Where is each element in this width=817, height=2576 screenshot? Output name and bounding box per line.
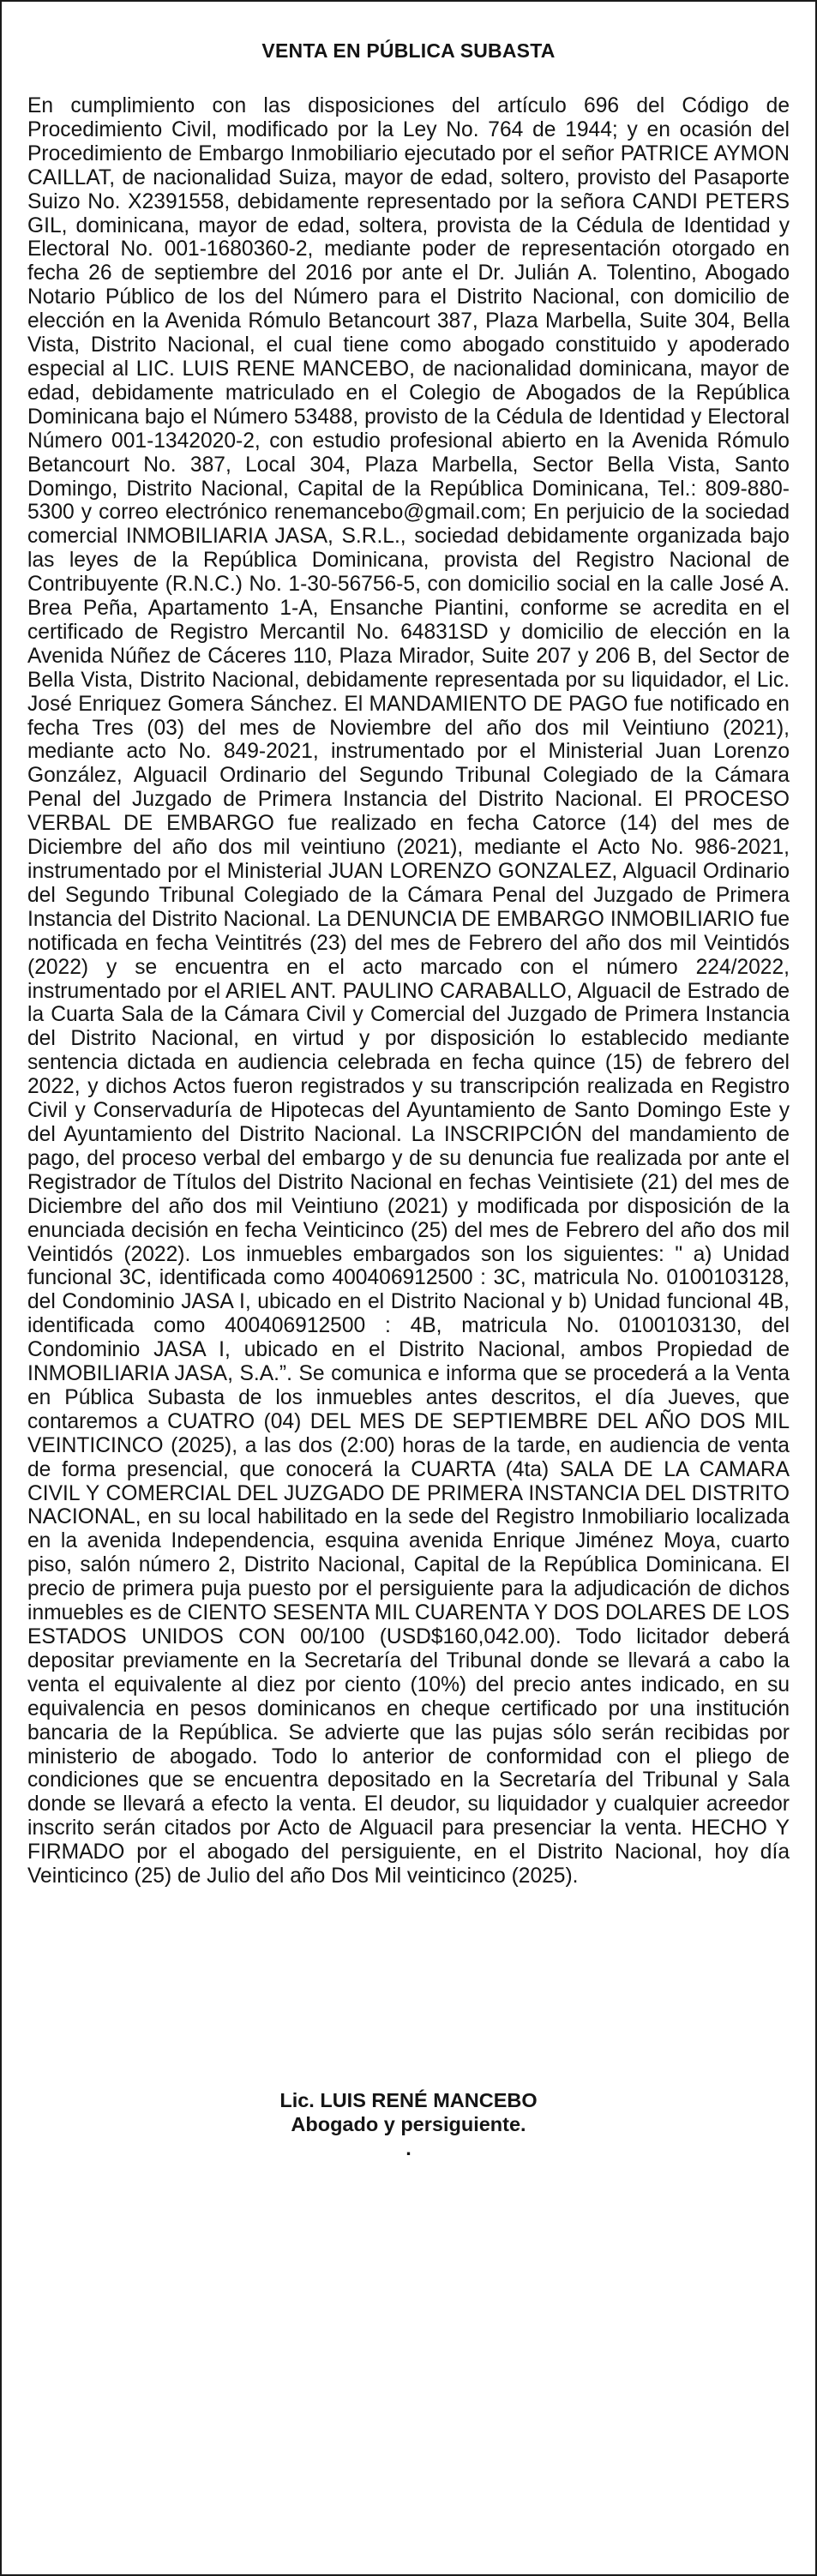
signature-block xyxy=(2,2088,815,2160)
end-mark: . xyxy=(405,2137,412,2159)
notice-body: En cumplimiento con las disposiciones del artículo 696 del Código de Procedimiento Civil, modificado por la Ley No. 764 de 1944; y en ocasión del Procedimiento de Embargo Inmobiliario ejecutado por el señor PATRICE AYMON CAILLAT, de nacionalidad Suiza, mayor de edad, soltero, provisto del Pasaporte Suizo No. X2391558, debidamente representado por la señora CANDI PETERS GIL, dominicana, mayor de edad, soltera, provista de la Cédula de Identidad y Electoral No. 001-1680360-2, mediante poder de representación otorgado en fecha 26 de septiembre del 2016 por ante el Dr. Julián A. Tolentino, Abogado Notario Público de los del Número para el Distrito Nacional, con domicilio de elección en la Avenida Rómulo Betancourt 387, Plaza Marbella, Suite 304, Bella Vista, Distrito Nacional, el cual tiene como abogado constituido y apoderado especial al LIC. LUIS RENE MANCEBO, de nacionalidad dominicana, mayor de edad, debidamente matriculado en el Colegio de Abogados de la República Dominicana bajo el Número 53488, provisto de la Cédula de Identidad y Electoral Número 001-1342020-2, con estudio profesional abierto en la Avenida Rómulo Betancourt No. 387, Local 304, Plaza Marbella, Sector Bella Vista, Santo Domingo, Distrito Nacional, Capital de la República Dominicana, Tel.: 809-880-5300 y correo electrónico renemancebo@gmail.com; En perjuicio de la sociedad comercial INMOBILIARIA JASA, S.R.L., sociedad debidamente organizada bajo las leyes de la República Dominicana, provista del Registro Nacional de Contribuyente (R.N.C.) No. 1-30-56756-5, con domicilio social en la calle José A. Brea Peña, Apartamento 1-A, Ensanche Piantini, conforme se acredita en el certificado de Registro Mercantil No. 64831SD y domicilio de elección en la Avenida Núñez de Cáceres 110, Plaza Mirador, Suite 207 y 206 B, del Sector de Bella Vista, Distrito Nacional, debidamente representada por su liquidador, el Lic. José Enriquez Gomera Sánchez. El MANDAMIENTO DE PAGO fue notificado en fecha Tres (03) del mes de Noviembre del año dos mil Veintiuno (2021), mediante acto No. 849-2021, instrumentado por el Ministerial Juan Lorenzo González, Alguacil Ordinario del Segundo Tribunal Colegiado de la Cámara Penal del Juzgado de Primera Instancia del Distrito Nacional. El PROCESO VERBAL DE EMBARGO fue realizado en fecha Catorce (14) del mes de Diciembre del año dos mil veintiuno (2021), mediante el Acto No. 986-2021, instrumentado por el Ministerial JUAN LORENZO GONZALEZ, Alguacil Ordinario del Segundo Tribunal Colegiado de la Cámara Penal del Juzgado de Primera Instancia del Distrito Nacional. La DENUNCIA DE EMBARGO INMOBILIARIO fue notificada en fecha Veintitrés (23) del mes de Febrero del año dos mil Veintidós (2022) y se encuentra en el acto marcado con el número 224/2022, instrumentado por el ARIEL ANT. PAULINO CARABALLO, Alguacil de Estrado de la Cuarta Sala de la Cámara Civil y Comercial del Juzgado de Primera Instancia del Distrito Nacional, en virtud y por disposición lo establecido mediante sentencia dictada en audiencia celebrada en fecha quince (15) de febrero del 2022, y dichos Actos fueron registrados y su transcripción realizada en Registro Civil y Conservaduría de Hipotecas del Ayuntamiento de Santo Domingo Este y del Ayuntamiento del Distrito Nacional. La INSCRIPCIÓN del mandamiento de pago, del proceso verbal del embargo y de su denuncia fue realizada por ante el Registrador de Títulos del Distrito Nacional en fechas Veintisiete (21) del mes de Diciembre del año dos mil Veintiuno (2021) y modificada por disposición de la enunciada decisión en fecha Veinticinco (25) del mes de Febrero del año dos mil Veintidós (2022). Los inmuebles embargados son los siguientes: " a) Unidad funcional 3C, identificada como 400406912500 : 3C, matricula No. 0100103128, del Condominio JASA I, ubicado en el Distrito Nacional y b) Unidad funcional 4B, identificada como 400406912500 : 4B, matricula No. 0100103130, del Condominio JASA I, ubicado en el Distrito Nacional, ambos Propiedad de INMOBILIARIA JASA, S.A.”. Se comunica e informa que se procederá a la Venta en Pública Subasta de los inmuebles antes descritos, el día Jueves, que contaremos a CUATRO (04) DEL MES DE SEPTIEMBRE DEL AÑO DOS MIL VEINTICINCO (2025), a las dos (2:00) horas de la tarde, en audiencia de venta de forma presencial, que conocerá la CUARTA (4ta) SALA DE LA CAMARA CIVIL Y COMERCIAL DEL JUZGADO DE PRIMERA INSTANCIA DEL DISTRITO NACIONAL, en su local habilitado en la sede del Registro Inmobiliario localizada en la avenida Independencia, esquina avenida Enrique Jiménez Moya, cuarto piso, salón número 2, Distrito Nacional, Capital de la República Dominicana. El precio de primera puja puesto por el persiguiente para la adjudicación de dichos inmuebles es de CIENTO SESENTA MIL CUARENTA Y DOS DOLARES DE LOS ESTADOS UNIDOS CON 00/100 (USD$160,042.00). Todo licitador deberá depositar previamente en la Secretaría del Tribunal donde se llevará a cabo la venta el equivalente al diez por ciento (10%) del precio antes indicado, en su equivalencia en pesos dominicanos en cheque certificado por una institución bancaria de la República. Se advierte que las pujas sólo serán recibidas por ministerio de abogado. Todo lo anterior de conformidad con el pliego de condiciones que se encuentra depositado en la Secretaría del Tribunal y Sala donde se llevará a efecto la venta. El deudor, su liquidador y cualquier acreedor inscrito serán citados por Acto de Alguacil para presenciar la venta. HECHO Y FIRMADO por el abogado del persiguiente, en el Distrito Nacional, hoy día Veinticinco (25) de Julio del año Dos Mil veinticinco (2025). xyxy=(27,94,790,1888)
signature-name: Lic. LUIS RENÉ MANCEBO xyxy=(279,2089,538,2111)
notice-title: VENTA EN PÚBLICA SUBASTA xyxy=(261,39,556,62)
signature-role: Abogado y persiguiente. xyxy=(291,2113,526,2135)
